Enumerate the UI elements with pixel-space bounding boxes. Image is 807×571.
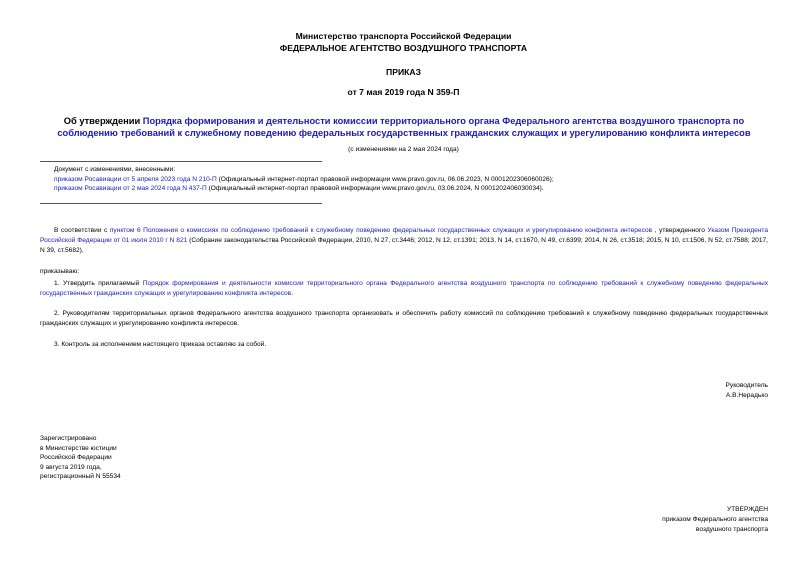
changes-intro: Документ с изменениями, внесенными: — [54, 166, 176, 173]
ministry-name: Министерство транспорта Российской Федерации — [295, 31, 512, 41]
signature-block — [726, 381, 768, 401]
title-link[interactable]: Порядка формирования и деятельности комиссии территориального органа Федерального агентства воздушного транспорта по соблюдению требований к служебному поведению федеральных государственных гражданских служащих и урегулированию конфликта интересов — [57, 116, 751, 138]
agency-name: ФЕДЕРАЛЬНОЕ АГЕНТСТВО ВОЗДУШНОГО ТРАНСПОРТА — [279, 43, 528, 53]
document-date: от 7 мая 2019 года N 359-П — [347, 87, 460, 97]
change-link-1[interactable]: приказом Росавиации от 5 апреля 2023 года N 210-П — [54, 175, 217, 183]
preamble-text-1: В соответствии с — [54, 227, 110, 234]
preamble-link-1[interactable]: пунктом 6 Положения о комиссиях по соблюдению требований к служебному поведению федеральных государственных служащих и урегулированию конфликта интересов — [109, 227, 653, 234]
approved-block — [662, 505, 768, 534]
approved-line: приказом Федерального агентства — [662, 515, 768, 523]
preamble-text-3: (Собрание законодательства Российской Федерации, 2010, N 27, ст.3446; 2012, N 12, ст.1391; 2013, N 14, ст.1670, N 49, ст.6399; 2014, N 26, ст.3518; 2015, N 10, ст.1506, N 52, ст.7588; 2017, N 39, ст.5682), — [40, 237, 768, 255]
change-text-2: (Официальный интернет-портал правовой информации www.pravo.gov.ru, 03.06.2024, N 0001202406030034). — [206, 185, 544, 193]
signature-position: Руководитель — [725, 382, 768, 389]
preamble-paragraph — [40, 226, 768, 257]
revision-note: (с изменениями на 2 мая 2024 года) — [348, 146, 459, 153]
order-item-2: 2. Руководителям территориальных органов Федерального агентства воздушного транспорта организовать и обеспечить работу комиссий по соблюдению требований к служебному поведению федеральных государственных гражданских служащих и урегулированию конфликта интересов. — [40, 310, 768, 328]
change-item — [54, 175, 774, 185]
item-1-prefix: 1. Утвердить прилагаемый — [54, 280, 143, 287]
registration-line: регистрационный N 55534 — [40, 473, 121, 481]
registration-line: в Министерстве юстиции — [40, 444, 117, 452]
changes-block — [54, 165, 774, 194]
registration-line: 9 августа 2019 года, — [40, 463, 102, 471]
title-prefix: Об утверждении — [63, 116, 143, 126]
registration-line: Российской Федерации — [40, 454, 112, 462]
change-item — [54, 184, 774, 194]
registration-block — [40, 434, 121, 482]
item-1-suffix: . — [291, 290, 294, 298]
preamble-text-2: , утвержденного — [652, 227, 708, 234]
changes-bottom-divider — [40, 203, 322, 204]
change-text-1: (Официальный интернет-портал правовой информации www.pravo.gov.ru, 06.06.2023, N 0001202306060026); — [216, 175, 554, 183]
change-link-2[interactable]: приказом Росавиации от 2 мая 2024 года N 437-П — [54, 185, 207, 193]
approved-line: УТВЕРЖДЕН — [726, 506, 768, 513]
item-1-link[interactable]: Порядок формирования и деятельности комиссии территориального органа Федерального агентства воздушного транспорта по соблюдению требований к служебному поведению федеральных государственных гражданских служащих и урегулированию конфликта интересов — [40, 280, 768, 298]
preamble-link-2[interactable]: Указом Президента Российской Федерации от 01 июля 2010 г N 821 — [40, 227, 769, 245]
order-item-1 — [40, 279, 768, 299]
order-word: приказываю: — [40, 268, 80, 275]
signature-name: А.В.Нерадько — [725, 391, 768, 399]
approved-line: воздушного транспорта — [695, 525, 768, 533]
document-type: ПРИКАЗ — [386, 67, 421, 77]
registration-line: Зарегистрировано — [40, 435, 97, 442]
document-title — [40, 115, 768, 139]
order-item-3: 3. Контроль за исполнением настоящего приказа оставляю за собой. — [54, 341, 267, 348]
changes-top-divider — [40, 161, 322, 162]
